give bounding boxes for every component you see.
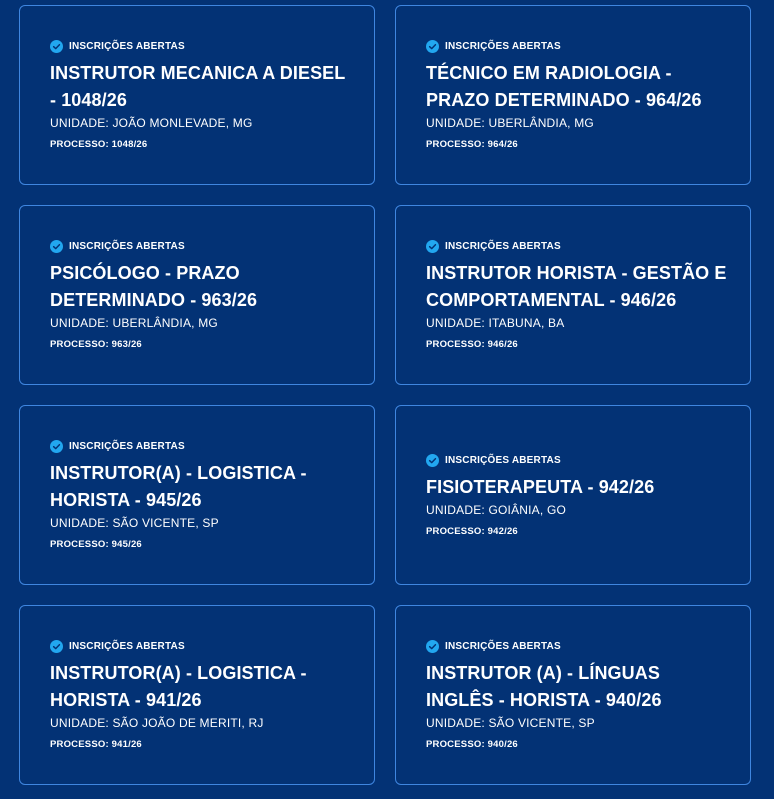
job-title: INSTRUTOR(A) - LOGISTICA - HORISTA - 945/26 [50, 463, 307, 510]
check-circle-icon [426, 454, 439, 467]
job-title: INSTRUTOR HORISTA - GESTÃO E COMPORTAMENTAL - 946/26 [426, 263, 727, 310]
status-row [50, 240, 354, 253]
job-title: INSTRUTOR (A) - LÍNGUAS INGLÊS - HORISTA - 940/26 [426, 663, 662, 710]
job-card[interactable] [19, 5, 375, 185]
status-label: INSCRIÇÕES ABERTAS [445, 454, 561, 466]
job-unit: UNIDADE: UBERLÂNDIA, MG [50, 316, 218, 330]
job-card[interactable] [19, 605, 375, 785]
status-label: INSCRIÇÕES ABERTAS [69, 641, 185, 652]
status-row [50, 40, 354, 53]
job-card[interactable] [395, 205, 751, 385]
job-title: INSTRUTOR MECANICA A DIESEL - 1048/26 [50, 63, 346, 110]
job-process: PROCESSO: 942/26 [426, 525, 518, 537]
status-row [50, 440, 354, 453]
job-process: PROCESSO: 963/26 [50, 339, 142, 350]
job-card[interactable] [395, 605, 751, 785]
job-process: PROCESSO: 946/26 [426, 339, 518, 350]
job-title: PSICÓLOGO - PRAZO DETERMINADO - 963/26 [50, 263, 258, 310]
job-card-content [50, 640, 354, 750]
job-unit: UNIDADE: JOÃO MONLEVADE, MG [50, 116, 253, 130]
job-unit: UNIDADE: SÃO VICENTE, SP [50, 516, 219, 530]
check-circle-icon [426, 240, 439, 253]
status-row [426, 40, 730, 53]
status-label: INSCRIÇÕES ABERTAS [445, 641, 561, 652]
job-unit: UNIDADE: SÃO VICENTE, SP [426, 716, 595, 730]
job-title: FISIOTERAPEUTA - 942/26 [426, 476, 655, 497]
job-title: INSTRUTOR(A) - LOGISTICA - HORISTA - 941/26 [50, 663, 307, 710]
job-card-content [50, 40, 354, 150]
job-title: TÉCNICO EM RADIOLOGIA - PRAZO DETERMINADO - 964/26 [426, 63, 702, 110]
job-card[interactable] [395, 5, 751, 185]
job-card-content [426, 40, 730, 150]
job-process: PROCESSO: 1048/26 [50, 139, 148, 150]
check-circle-icon [50, 640, 63, 653]
job-card[interactable] [19, 405, 375, 585]
job-card-content [426, 240, 730, 350]
job-card[interactable] [19, 205, 375, 385]
job-card-content [426, 454, 730, 537]
status-row [426, 454, 730, 467]
job-process: PROCESSO: 940/26 [426, 739, 518, 750]
status-row [50, 640, 354, 653]
job-process: PROCESSO: 945/26 [50, 539, 142, 550]
check-circle-icon [426, 640, 439, 653]
job-unit: UNIDADE: GOIÂNIA, GO [426, 502, 567, 517]
job-unit: UNIDADE: SÃO JOÃO DE MERITI, RJ [50, 716, 264, 730]
job-card-content [50, 440, 354, 550]
status-row [426, 640, 730, 653]
status-label: INSCRIÇÕES ABERTAS [445, 241, 561, 252]
job-card[interactable] [395, 405, 751, 585]
job-card-grid [19, 5, 751, 785]
status-label: INSCRIÇÕES ABERTAS [69, 41, 185, 52]
status-row [426, 240, 730, 253]
job-unit: UNIDADE: ITABUNA, BA [426, 316, 565, 330]
status-label: INSCRIÇÕES ABERTAS [445, 41, 561, 52]
check-circle-icon [50, 240, 63, 253]
status-label: INSCRIÇÕES ABERTAS [69, 241, 185, 252]
status-label: INSCRIÇÕES ABERTAS [69, 441, 185, 452]
job-card-content [426, 640, 730, 750]
check-circle-icon [50, 40, 63, 53]
job-card-content [50, 240, 354, 350]
job-process: PROCESSO: 964/26 [426, 139, 518, 150]
check-circle-icon [426, 40, 439, 53]
job-unit: UNIDADE: UBERLÂNDIA, MG [426, 116, 594, 130]
job-process: PROCESSO: 941/26 [50, 739, 142, 750]
check-circle-icon [50, 440, 63, 453]
